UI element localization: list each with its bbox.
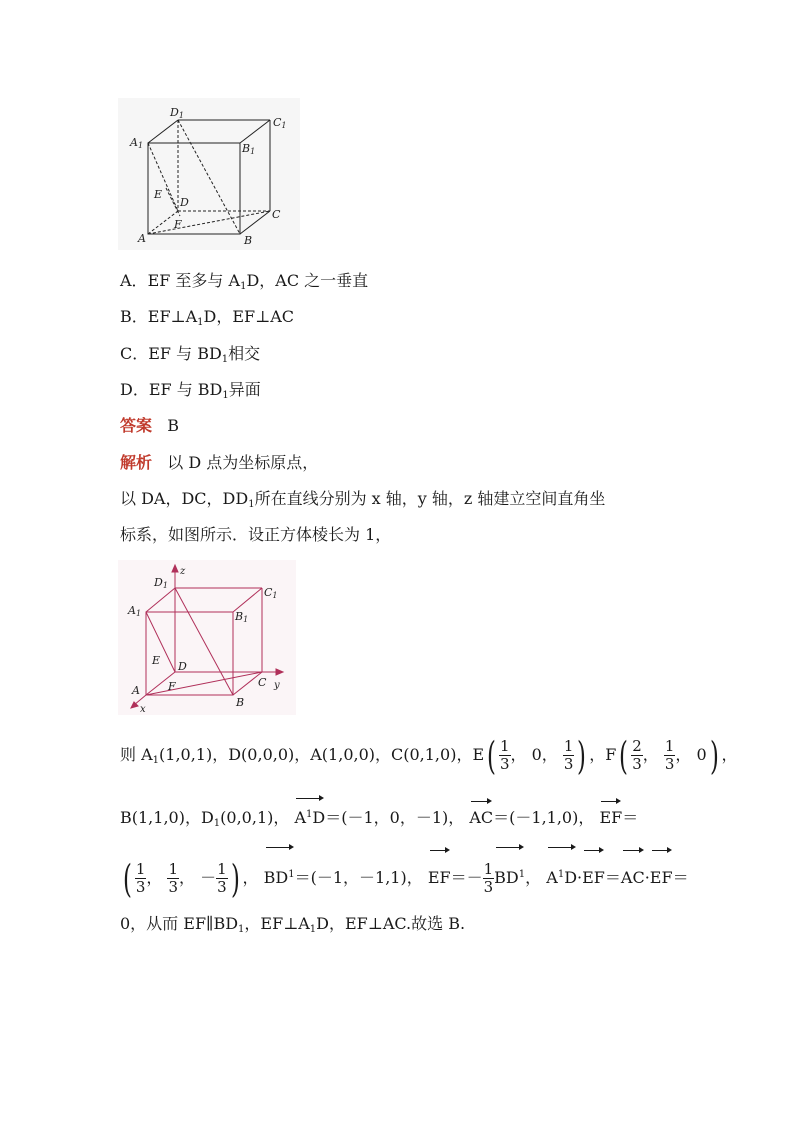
vector-EF-2: EF [428,856,451,900]
vector-A1D-2: $A^1D$ [546,853,577,900]
analysis-label: 解析 [120,453,153,472]
label-B: B [244,234,253,247]
option-a: A．EF 至多与 $A_1D$，AC 之一垂直 [120,271,369,292]
answer-label: 答案 [120,416,153,435]
vector-A1D: $A^1D$ [294,804,325,829]
label-B: B [236,696,245,709]
label-C1: C1 [273,116,287,130]
axis-z: z [180,566,186,577]
calc-line-1: 则 $A_1(1,0,1)$，D(0,0,0)，A(1,0,0)，C(0,1,0)，E( $\frac{1}{3}$ ， 0， $\frac{1}{3}$ ) ，F( $\frac{2}{3}$ ， $\frac{1}{3}$ ， 0) ， [120,733,738,778]
vector-BD1: $BD^1$ [264,853,295,900]
label-C: C [258,676,267,689]
vector-EF-3: EF [582,856,605,900]
analysis-line-2: 以 DA，DC，$DD_1$所在直线分别为 x 轴，y 轴，z 轴建立空间直角坐 [120,489,606,510]
label-C1: C1 [264,586,278,600]
label-D: D [178,660,187,673]
coordinate-cube-figure [118,560,296,715]
calc-line-3: ( $\frac{1}{3}$ ， $\frac{1}{3}$ ， － $\frac{1}{3}$ ) ， $BD^1=(-1$，－1,1)， EF＝－ $\frac{1}{3}$ $BD^1$， $A^1D\cdot$ EF＝ AC· EF＝ [120,853,689,900]
label-A: A [138,232,146,245]
vector-EF: EF [599,807,622,829]
label-E: E [154,188,163,201]
option-d: D．EF 与 $BD_1$异面 [120,380,261,401]
calc-line-2: B(1,1,0)，$D_1(0,0,1)$， $A^1D=(-1$，0，－1)， AC＝(－1,1,0)， EF＝ [120,804,638,835]
answer-line [120,415,179,437]
vector-BD1-2: $BD^1$ [494,853,525,900]
analysis-line-3: 标系，如图所示．设正方体棱长为 1， [120,525,392,544]
calc-line-4: 0，从而 $EF\parallel BD_1$，$EF\perp A_1D$，EF⊥AC.故选 B. [120,914,466,935]
axis-y: y [274,680,280,691]
option-b: B．$EF\perp A_1D$，EF⊥AC [120,307,294,328]
analysis-line-1: 解析 以 D 点为坐标原点， [120,453,319,472]
cube-figure [118,98,300,250]
option-c: C．EF 与 $BD_1$相交 [120,344,261,365]
label-D: D [180,196,189,209]
axis-x: x [140,704,146,715]
label-A1: A1 [128,604,142,618]
vector-EF-4: EF [650,856,673,900]
label-D1: D1 [154,576,168,590]
label-B1: B1 [242,142,256,156]
answer-value: B [167,416,180,435]
vector-AC: AC [469,807,493,829]
vector-AC-2: AC [621,856,645,900]
label-D1: D1 [170,106,184,120]
label-A1: A1 [130,136,144,150]
label-F: F [174,218,182,231]
label-B1: B1 [235,610,249,624]
label-C: C [272,208,281,221]
label-F: F [168,680,176,693]
label-E: E [152,654,161,667]
label-A: A [132,684,140,697]
